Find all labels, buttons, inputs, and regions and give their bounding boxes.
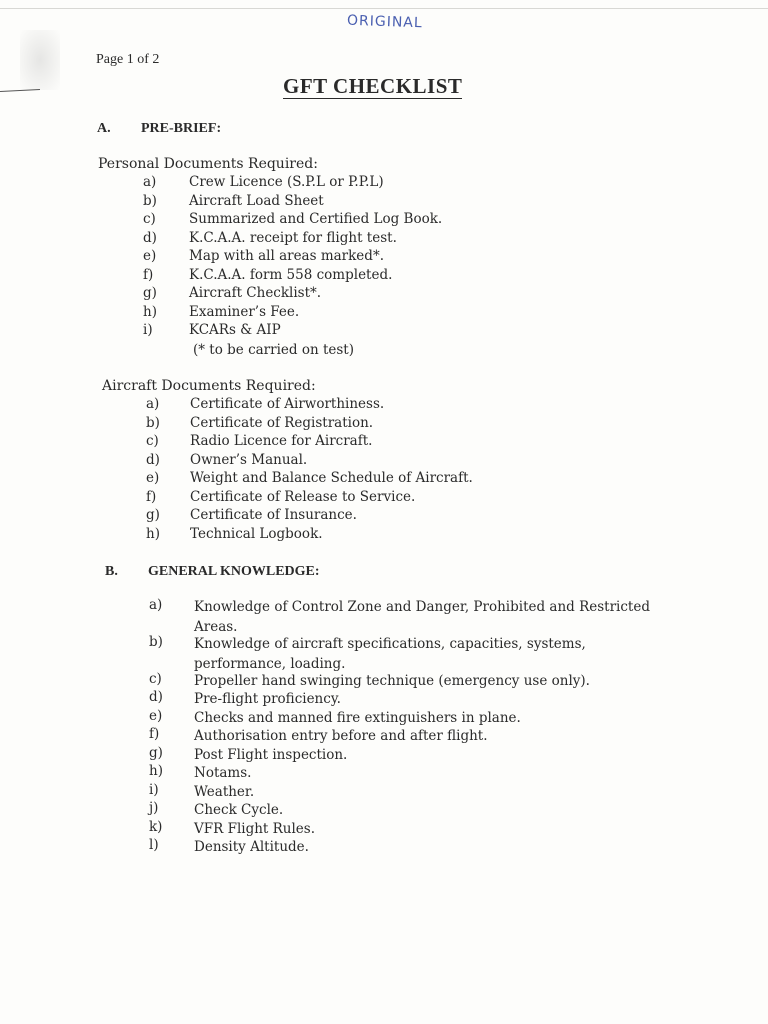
item-text: Knowledge of aircraft specifications, capacities, systems, performance, loading. bbox=[194, 635, 586, 672]
item-text: Aircraft Checklist*. bbox=[189, 285, 322, 301]
item-text: Weather. bbox=[194, 783, 255, 800]
item-text: VFR Flight Rules. bbox=[194, 820, 316, 837]
list-item bbox=[149, 726, 709, 745]
item-text: Map with all areas marked*. bbox=[189, 248, 384, 264]
item-text: Certificate of Release to Service. bbox=[190, 488, 416, 505]
item-text: Owner’s Manual. bbox=[190, 451, 308, 468]
list-item bbox=[143, 267, 663, 286]
original-stamp: ORIGINAL bbox=[346, 12, 423, 32]
list-item bbox=[146, 470, 666, 489]
item-text: Density Altitude. bbox=[194, 839, 309, 855]
list-item bbox=[143, 230, 663, 249]
aircraft-documents-list bbox=[146, 396, 666, 544]
item-label: g) bbox=[143, 285, 157, 301]
item-label: c) bbox=[149, 670, 162, 687]
item-label: g) bbox=[146, 507, 160, 523]
item-label: f) bbox=[146, 488, 157, 505]
item-text: Certificate of Registration. bbox=[190, 414, 374, 431]
list-item bbox=[149, 819, 709, 838]
general-knowledge-list bbox=[149, 597, 709, 856]
list-item bbox=[143, 304, 663, 323]
personal-documents-heading: Personal Documents Required: bbox=[98, 156, 318, 172]
item-text: Notams. bbox=[194, 765, 252, 781]
item-text: Knowledge of Control Zone and Danger, Prohibited and Restricted Areas. bbox=[194, 599, 650, 635]
section-letter: B. bbox=[105, 564, 118, 579]
item-text: Technical Logbook. bbox=[190, 525, 323, 542]
item-label: f) bbox=[143, 266, 154, 283]
item-text: Pre-flight proficiency. bbox=[194, 691, 341, 707]
scan-smudge bbox=[20, 30, 60, 90]
list-item bbox=[149, 689, 709, 708]
list-item bbox=[149, 800, 709, 819]
list-item bbox=[149, 763, 709, 782]
item-text: Crew Licence (S.P.L or P.P.L) bbox=[189, 174, 384, 190]
item-label: h) bbox=[149, 763, 163, 779]
item-text: Post Flight inspection. bbox=[194, 746, 348, 763]
item-label: d) bbox=[146, 451, 160, 468]
item-label: b) bbox=[149, 633, 163, 650]
section-name: PRE-BRIEF: bbox=[141, 121, 222, 136]
item-text: Check Cycle. bbox=[194, 802, 284, 818]
list-item bbox=[146, 507, 666, 526]
section-name: GENERAL KNOWLEDGE: bbox=[148, 564, 320, 579]
item-text: Checks and manned fire extinguishers in plane. bbox=[194, 709, 521, 726]
scan-mark-left bbox=[0, 89, 40, 92]
list-item bbox=[149, 837, 709, 856]
item-text: Weight and Balance Schedule of Aircraft. bbox=[190, 470, 473, 486]
list-item bbox=[143, 193, 663, 212]
item-label: i) bbox=[143, 322, 153, 338]
list-item bbox=[146, 452, 666, 471]
item-label: j) bbox=[149, 800, 159, 816]
item-text: Certificate of Insurance. bbox=[190, 507, 357, 523]
list-item bbox=[149, 634, 709, 671]
item-label: e) bbox=[149, 707, 163, 724]
carry-on-test-note: (* to be carried on test) bbox=[193, 342, 354, 358]
item-label: b) bbox=[146, 414, 160, 431]
list-item bbox=[146, 415, 666, 434]
item-label: a) bbox=[146, 396, 160, 412]
item-text: Certificate of Airworthiness. bbox=[190, 396, 385, 412]
item-label: c) bbox=[143, 211, 156, 227]
list-item bbox=[149, 671, 709, 690]
item-label: h) bbox=[143, 303, 157, 320]
item-label: h) bbox=[146, 525, 160, 542]
list-item bbox=[146, 489, 666, 508]
list-item bbox=[149, 708, 709, 727]
item-label: c) bbox=[146, 433, 159, 449]
list-item bbox=[143, 322, 663, 341]
list-item bbox=[146, 433, 666, 452]
item-label: l) bbox=[149, 837, 159, 853]
section-letter: A. bbox=[97, 121, 111, 136]
item-label: k) bbox=[149, 818, 163, 835]
list-item bbox=[143, 248, 663, 267]
list-item bbox=[146, 396, 666, 415]
item-text: K.C.A.A. receipt for flight test. bbox=[189, 229, 397, 246]
item-label: g) bbox=[149, 744, 163, 761]
personal-documents-list bbox=[143, 174, 663, 341]
list-item bbox=[143, 285, 663, 304]
item-label: b) bbox=[143, 192, 157, 209]
list-item bbox=[143, 211, 663, 230]
item-text: Aircraft Load Sheet bbox=[189, 192, 324, 209]
item-text: KCARs & AIP bbox=[189, 322, 281, 338]
item-label: d) bbox=[143, 229, 157, 246]
page-number: Page 1 of 2 bbox=[96, 52, 160, 67]
item-label: d) bbox=[149, 689, 163, 705]
list-item bbox=[149, 782, 709, 801]
list-item bbox=[143, 174, 663, 193]
item-label: a) bbox=[149, 597, 163, 613]
item-text: Examiner’s Fee. bbox=[189, 303, 300, 320]
document-title: GFT CHECKLIST bbox=[283, 74, 463, 98]
item-label: e) bbox=[146, 470, 160, 486]
list-item bbox=[149, 745, 709, 764]
scan-edge-top bbox=[0, 8, 768, 9]
item-label: e) bbox=[143, 248, 157, 264]
list-item bbox=[149, 597, 709, 634]
item-text: K.C.A.A. form 558 completed. bbox=[189, 266, 393, 283]
item-text: Authorisation entry before and after flight. bbox=[194, 728, 488, 744]
item-label: a) bbox=[143, 174, 157, 190]
item-label: i) bbox=[149, 781, 159, 798]
list-item bbox=[146, 526, 666, 545]
aircraft-documents-heading: Aircraft Documents Required: bbox=[102, 378, 316, 394]
item-text: Propeller hand swinging technique (emergency use only). bbox=[194, 672, 590, 689]
item-text: Radio Licence for Aircraft. bbox=[190, 433, 373, 449]
item-label: f) bbox=[149, 726, 160, 742]
item-text: Summarized and Certified Log Book. bbox=[189, 211, 443, 227]
